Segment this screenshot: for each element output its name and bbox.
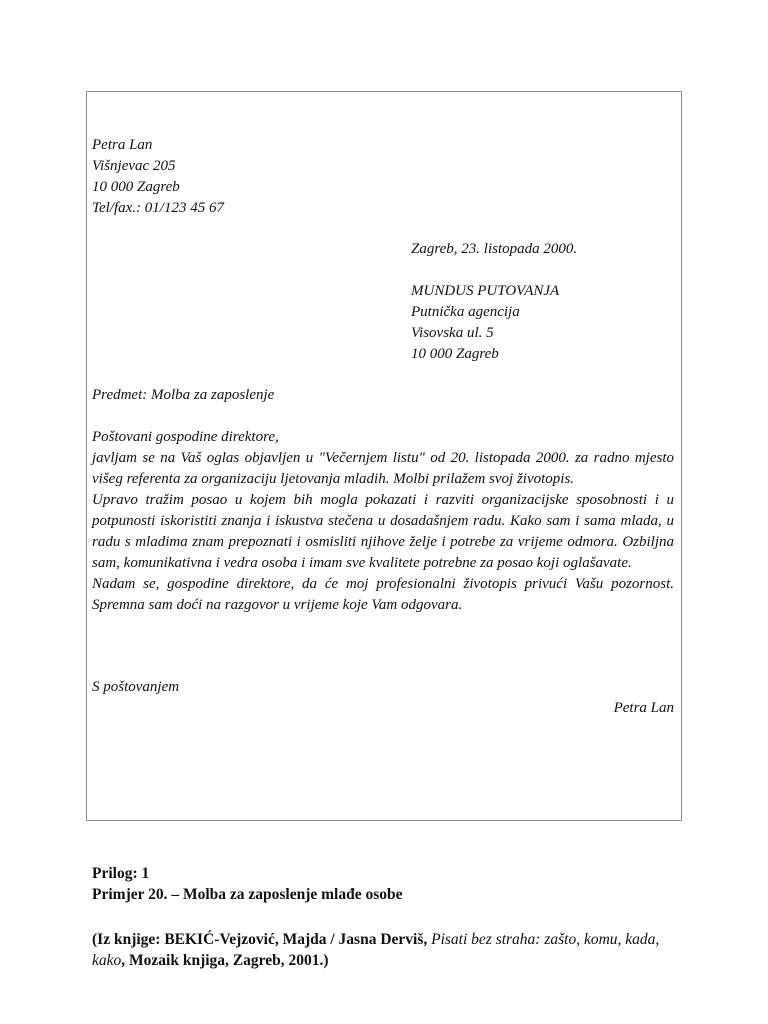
sender-city: 10 000 Zagreb [92, 179, 180, 195]
recipient-street: Visovska ul. 5 [411, 325, 494, 341]
recipient-type: Putnička agencija [411, 304, 520, 320]
caption [92, 863, 692, 905]
salutation: Poštovani gospodine direktore, [92, 429, 279, 445]
recipient-city: 10 000 Zagreb [411, 346, 499, 362]
attachment-label: Prilog: 1 [92, 865, 150, 882]
letter-body [92, 427, 674, 616]
source-book-title: Pisati bez straha: zašto, komu, kada, kako [92, 931, 660, 969]
signature: Petra Lan [613, 700, 674, 716]
sender-phone: Tel/fax.: 01/123 45 67 [92, 200, 224, 216]
source-prefix: (Iz knjige: BEKIĆ-Vejzović, Majda / Jasna Derviš, [92, 931, 432, 948]
sender-name: Petra Lan [92, 137, 153, 153]
example-title: Primjer 20. – Molba za zaposlenje mlađe osobe [92, 886, 403, 903]
letter-subject: Predmet: Molba za zaposlenje [92, 387, 275, 403]
sender-street: Višnjevac 205 [92, 158, 176, 174]
recipient-company: MUNDUS PUTOVANJA [411, 283, 560, 299]
body-paragraph: javljam se na Vaš oglas objavljen u "Večernjem listu" od 20. listopada 2000. za radno mjesto višeg referenta za organizaciju ljetovanja mladih. Molbi prilažem svoj životopis. [92, 450, 674, 487]
letter-closing-block [92, 677, 674, 719]
body-paragraph: Nadam se, gospodine direktore, da će moj profesionalni životopis privući Vašu pozornost. Spremna sam doći na razgovor u vrijeme koje Vam odgovara. [92, 576, 674, 613]
body-paragraph: Upravo tražim posao u kojem bih mogla pokazati i razviti organizacijske sposobnosti i u potpunosti iskoristiti znanja i iskustva stečena u dosadašnjem radu. Kako sam i sama mlada, u radu s mladima znam prepoznati i osmisliti njihove želje i potrebe za vrijeme odmora. Ozbiljna sam, komunikativna i vedra osoba i imam sve kvalitete potrebne za posao koji oglašavate. [92, 492, 674, 571]
letter-date: Zagreb, 23. listopada 2000. [411, 241, 578, 257]
closing-phrase: S poštovanjem [92, 679, 180, 695]
recipient-address [411, 281, 559, 365]
sender-address [92, 135, 674, 219]
source-suffix: , Mozaik knjiga, Zagreb, 2001.) [121, 952, 329, 969]
source-citation [92, 929, 692, 971]
